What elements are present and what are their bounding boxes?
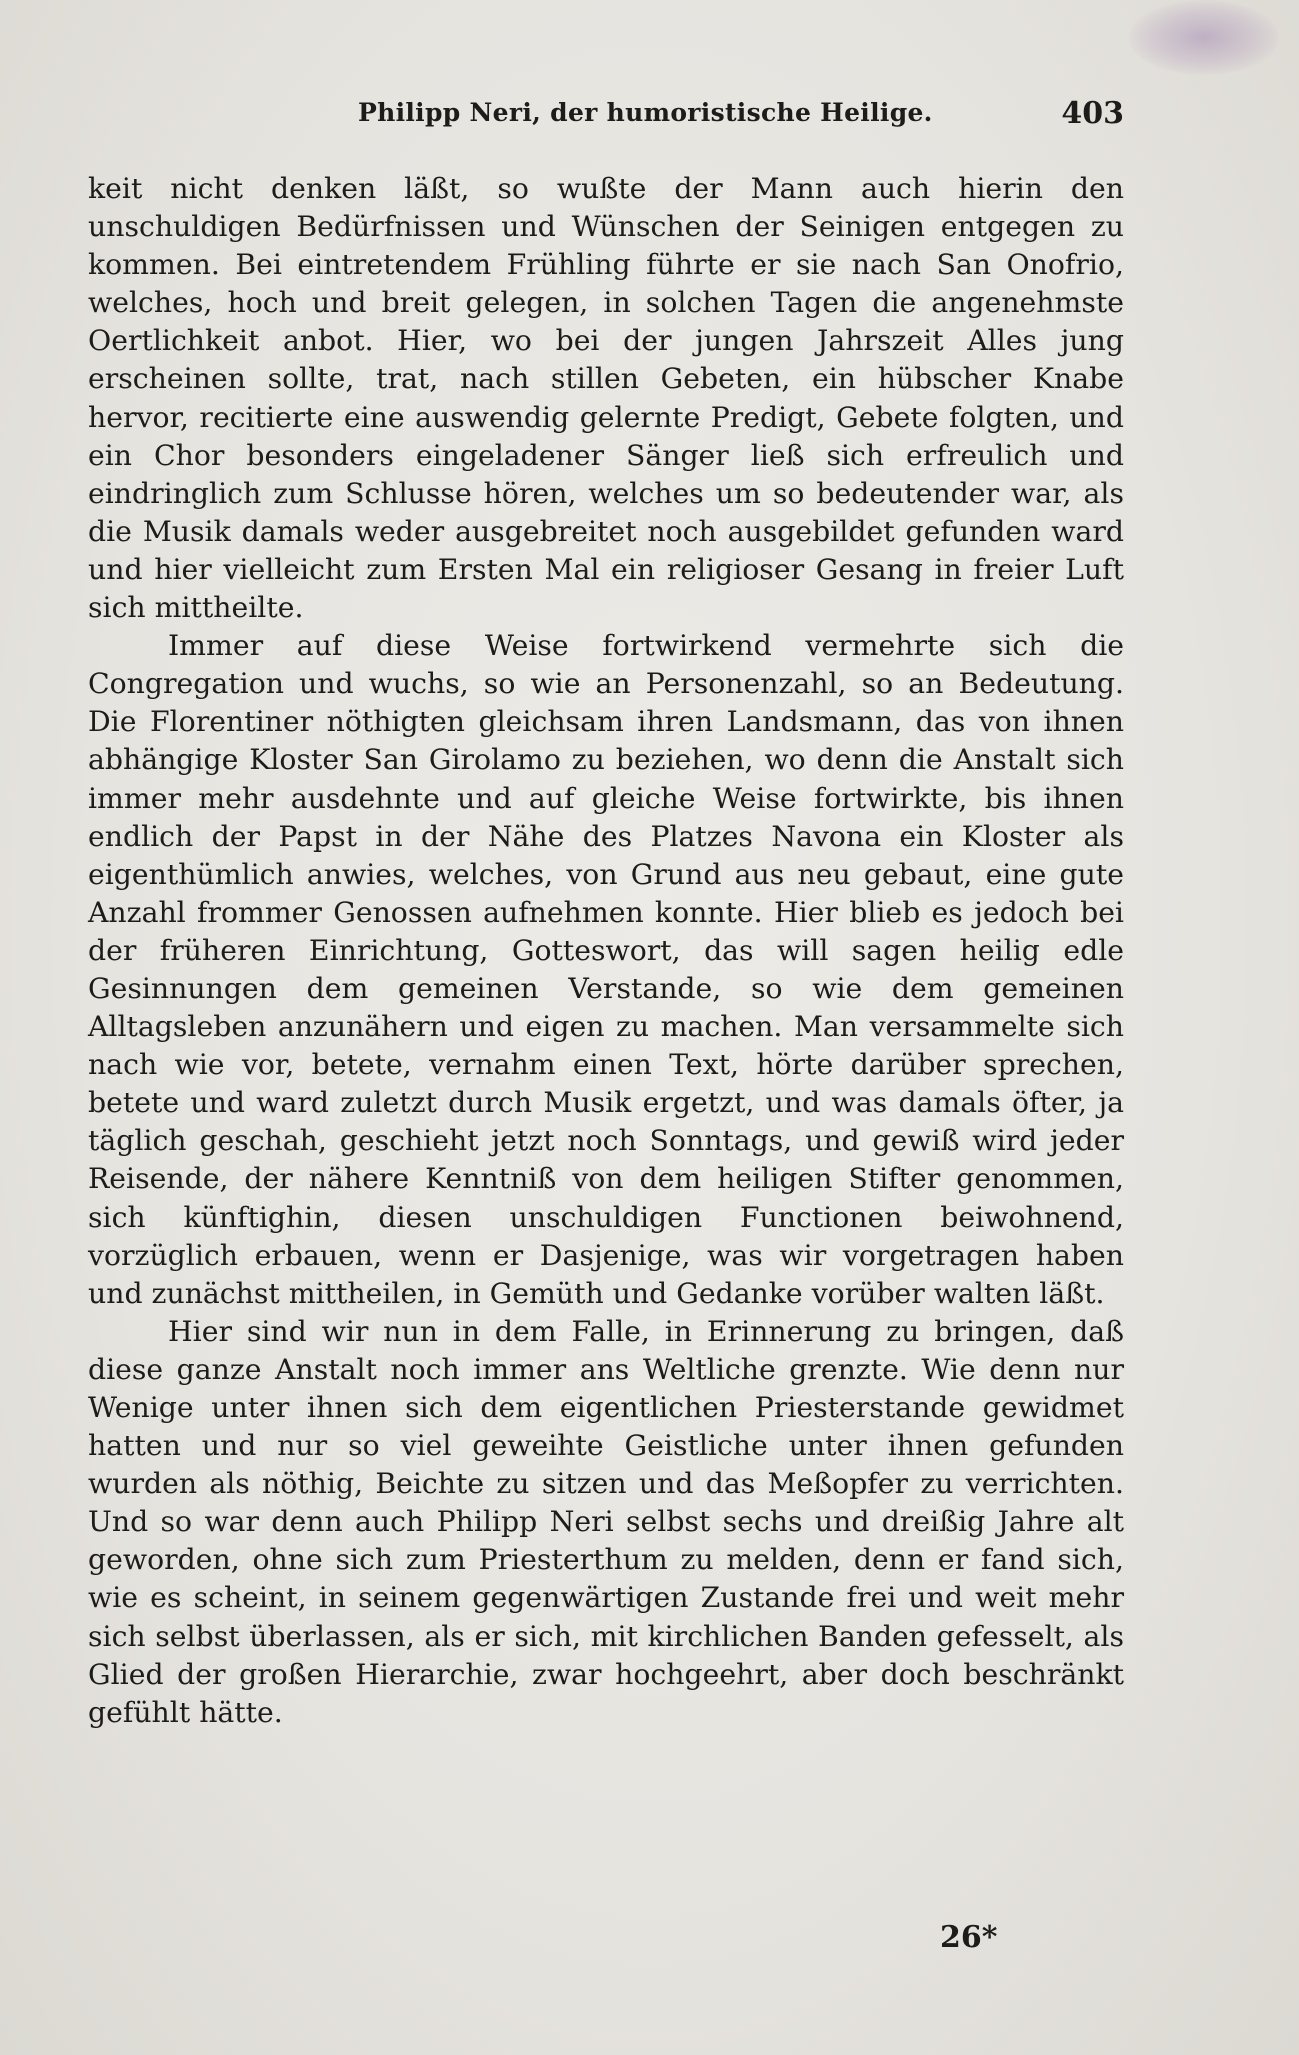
paragraph-3: Hier sind wir nun in dem Falle, in Erinnerung zu bringen, daß diese ganze Anstalt noch immer ans Weltliche grenzte. Wie denn nur Wenige unter ihnen sich dem eigentlichen Priesterstande gewidmet hatten und nur so viel geweihte Geistliche unter ihnen gefunden wurden als nöthig, Beichte zu sitzen und das Meßopfer zu verrichten. Und so war denn auch Philipp Neri selbst sechs und dreißig Jahre alt geworden, ohne sich zum Priesterthum zu melden, denn er fand sich, wie es scheint, in seinem gegenwärtigen Zustande frei und weit mehr sich selbst überlassen, als er sich, mit kirchlichen Banden gefesselt, als Glied der großen Hierarchie, zwar hochgeehrt, aber doch beschränkt gefühlt hätte. bbox=[88, 1314, 1124, 1729]
page-number: 403 bbox=[1061, 96, 1124, 131]
paragraph-1: keit nicht denken läßt, so wußte der Mann auch hierin den unschuldigen Bedürfnissen und Wünschen der Seinigen entgegen zu kommen. Bei eintretendem Frühling führte er sie nach San Onofrio, welches, hoch und breit gelegen, in solchen Tagen die angenehmste Oertlichkeit anbot. Hier, wo bei der jungen Jahrszeit Alles jung erscheinen sollte, trat, nach stillen Gebeten, ein hübscher Knabe hervor, recitierte eine auswendig gelernte Predigt, Gebete folgten, und ein Chor besonders eingeladener Sänger ließ sich erfreulich und eindringlich zum Schlusse hören, welches um so bedeutender war, als die Musik damals weder ausgebreitet noch ausgebildet gefunden ward und hier vielleicht zum Ersten Mal ein religioser Gesang in freier Luft sich mittheilte. bbox=[88, 172, 1124, 625]
running-title: Philipp Neri, der humoristische Heilige. bbox=[358, 98, 933, 127]
body-text bbox=[88, 170, 1124, 1732]
paragraph-2: Immer auf diese Weise fortwirkend vermehrte sich die Congregation und wuchs, so wie an Personenzahl, so an Bedeutung. Die Florentiner nöthigten gleichsam ihren Landsmann, das von ihnen abhängige Kloster San Girolamo zu beziehen, wo denn die Anstalt sich immer mehr ausdehnte und auf gleiche Weise fortwirkte, bis ihnen endlich der Papst in der Nähe des Platzes Navona ein Kloster als eigenthümlich anwies, welches, von Grund aus neu gebaut, eine gute Anzahl frommer Genossen aufnehmen konnte. Hier blieb es jedoch bei der früheren Einrichtung, Gotteswort, das will sagen heilig edle Gesinnungen dem gemeinen Verstande, so wie dem gemeinen Alltagsleben anzunähern und eigen zu machen. Man versammelte sich nach wie vor, betete, vernahm einen Text, hörte darüber sprechen, betete und ward zuletzt durch Musik ergetzt, und was damals öfter, ja täglich geschah, geschieht jetzt noch Sonntags, und gewiß wird jeder Reisende, der nähere Kenntniß von dem heiligen Stifter genommen, sich künftighin, diesen unschuldigen Functionen beiwohnend, vorzüglich erbauen, wenn er Dasjenige, was wir vorgetragen haben und zunächst mittheilen, in Gemüth und Gedanke vorüber walten läßt. bbox=[88, 629, 1124, 1310]
signature-mark: 26* bbox=[940, 1920, 998, 1955]
page-header bbox=[88, 98, 1124, 138]
ink-stain bbox=[1129, 0, 1279, 75]
